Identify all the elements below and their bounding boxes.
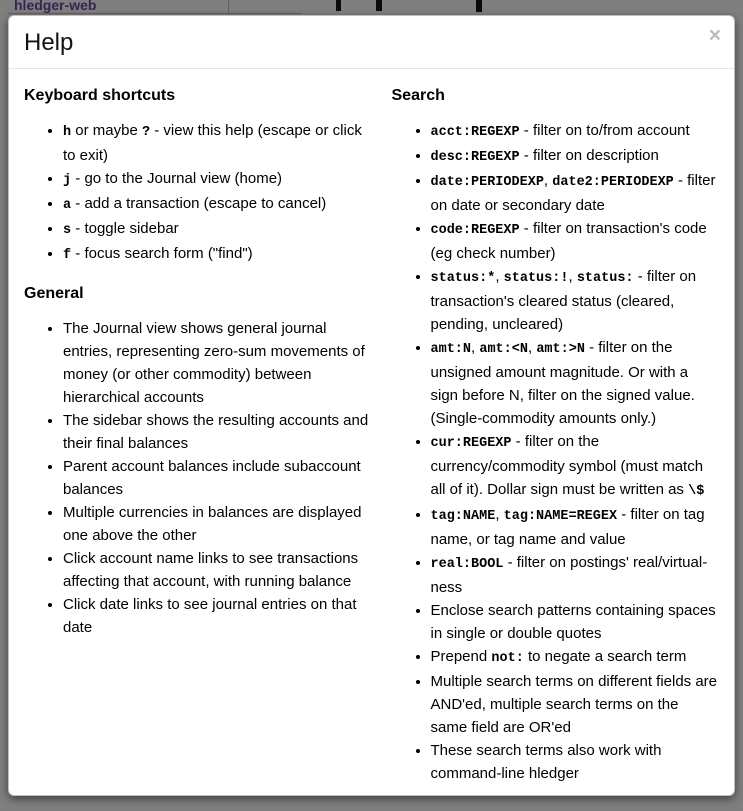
modal-header: [9, 16, 734, 69]
help-modal: [8, 15, 735, 796]
code-term: cur:REGEXP: [430, 436, 512, 451]
plain-text: ,: [568, 268, 577, 285]
plain-text: or maybe: [71, 122, 142, 139]
list-item: [431, 551, 720, 599]
code-term: amt:>N: [536, 342, 585, 357]
plain-text: ,: [471, 339, 480, 356]
plain-text: - focus search form ("find"): [71, 245, 253, 262]
plain-text: - go to the Journal view (home): [71, 170, 283, 187]
plain-text: - filter on the currency/commodity symbol (must match all of it). Dollar sign must be written as: [430, 433, 704, 498]
search-list: [392, 119, 720, 785]
list-item: [63, 119, 372, 167]
code-term: desc:REGEXP: [430, 150, 520, 165]
list-item: [63, 167, 372, 192]
code-term: status:!: [503, 271, 569, 286]
close-icon: ×: [708, 24, 721, 47]
plain-text: - toggle sidebar: [71, 220, 179, 237]
plain-text: Parent account balances include subaccount balances: [63, 458, 361, 498]
search-heading: Search: [391, 87, 445, 104]
plain-text: Click date links to see journal entries on that date: [63, 596, 357, 636]
plain-text: - view this help (escape or click to exit): [63, 122, 362, 164]
list-item: [63, 317, 372, 409]
keyboard-shortcuts-heading: Keyboard shortcuts: [24, 87, 176, 104]
code-term: not:: [491, 651, 524, 666]
general-heading: General: [24, 285, 84, 302]
plain-text: - filter on the unsigned amount magnitude. Or with a sign before N, filter on the signed value. (Single-commodity amounts only.): [430, 339, 695, 427]
code-term: f: [63, 248, 72, 263]
right-column: [372, 69, 720, 795]
code-term: tag:NAME: [430, 509, 496, 524]
code-term: \$: [688, 484, 705, 499]
plain-text: - filter on transaction's code (eg check number): [430, 220, 707, 262]
plain-text: Enclose search patterns containing spaces in single or double quotes: [430, 602, 716, 642]
code-term: j: [63, 173, 72, 188]
plain-text: - filter on description: [519, 147, 659, 164]
list-item: [431, 144, 720, 169]
code-term: date2:PERIODEXP: [552, 175, 674, 190]
plain-text: - filter on date or secondary date: [430, 172, 716, 214]
list-item: [431, 739, 720, 785]
code-term: ?: [141, 125, 151, 140]
list-item: [63, 501, 372, 547]
list-item: [431, 645, 720, 670]
plain-text: The Journal view shows general journal entries, representing zero-sum movements of money (or other commodity) between hierarchical accounts: [63, 320, 365, 406]
plain-text: ,: [495, 268, 504, 285]
plain-text: to negate a search term: [523, 648, 687, 665]
code-term: date:PERIODEXP: [430, 175, 544, 190]
list-item: [431, 169, 720, 217]
plain-text: The sidebar shows the resulting accounts and their final balances: [63, 412, 369, 452]
list-item: [431, 503, 720, 551]
list-item: [431, 670, 720, 739]
plain-text: ,: [527, 339, 537, 356]
list-item: [63, 455, 372, 501]
left-column: [24, 69, 372, 795]
list-item: [431, 430, 720, 503]
plain-text: Prepend: [430, 648, 492, 665]
plain-text: - filter on postings' real/virtual-ness: [430, 554, 708, 596]
list-item: [63, 593, 372, 639]
plain-text: - filter on transaction's cleared status (cleared, pending, uncleared): [430, 268, 697, 333]
keyboard-shortcuts-list: [24, 119, 372, 267]
list-item: [63, 242, 372, 267]
code-term: h: [63, 125, 72, 140]
list-item: [431, 217, 720, 265]
plain-text: - add a transaction (escape to cancel): [71, 195, 327, 212]
code-term: a: [63, 198, 72, 213]
plain-text: These search terms also work with command-line hledger: [430, 742, 662, 782]
list-item: [431, 336, 720, 430]
plain-text: - filter on to/from account: [519, 122, 690, 139]
code-term: amt:<N: [479, 342, 528, 357]
plain-text: Click account name links to see transactions affecting that account, with running balance: [63, 550, 359, 590]
plain-text: ,: [543, 172, 553, 189]
code-term: s: [63, 223, 72, 238]
code-term: code:REGEXP: [430, 223, 520, 238]
list-item: [431, 599, 720, 645]
general-list: [24, 317, 372, 639]
code-term: acct:REGEXP: [430, 125, 520, 140]
plain-text: - filter on tag name, or tag name and value: [430, 506, 705, 548]
code-term: status:: [576, 271, 634, 286]
modal-body: [9, 69, 734, 796]
code-term: tag:NAME=REGEX: [503, 509, 618, 524]
plain-text: Multiple currencies in balances are displayed one above the other: [63, 504, 362, 544]
list-item: [63, 217, 372, 242]
modal-title: Help: [24, 29, 74, 56]
list-item: [431, 265, 720, 336]
list-item: [63, 192, 372, 217]
code-term: status:*: [430, 271, 496, 286]
close-button[interactable]: [709, 25, 721, 46]
code-term: amt:N: [430, 342, 472, 357]
list-item: [63, 547, 372, 593]
plain-text: ,: [495, 506, 504, 523]
plain-text: Multiple search terms on different fields are AND'ed, multiple search terms on the same field are OR'ed: [430, 673, 718, 736]
code-term: real:BOOL: [430, 557, 504, 572]
list-item: [431, 119, 720, 144]
list-item: [63, 409, 372, 455]
